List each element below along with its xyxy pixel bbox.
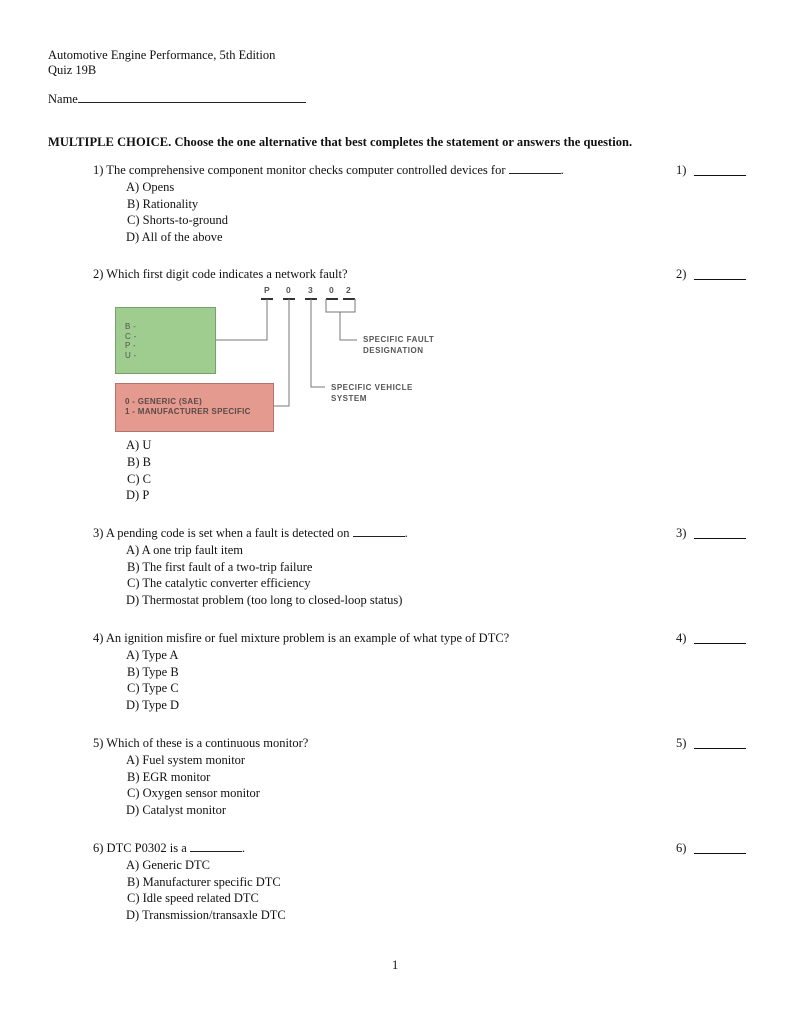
option-b[interactable]: B) B [127,454,151,469]
option-b[interactable]: B) Type B [127,664,179,679]
answer-line[interactable] [694,528,746,539]
question-stem: 2) Which first digit code indicates a network fault? [93,267,348,281]
option-a[interactable]: A) Opens [126,179,175,194]
question-stem: 3) A pending code is set when a fault is detected on [93,526,350,540]
question-stem: 5) Which of these is a continuous monitor? [93,736,309,750]
book-title: Automotive Engine Performance, 5th Edition [48,48,276,62]
question-6: 6) DTC P0302 is a . A) Generic DTC B) Manufacturer specific DTC C) Idle speed related DTC D) Transmission/transaxle DTC [93,841,286,923]
question-1: 1) The comprehensive component monitor checks computer controlled devices for . A) Opens B) Rationality C) Shorts-to-ground D) All of the above [93,163,564,245]
answer-2[interactable]: 2) [676,267,746,282]
option-b[interactable]: B) Manufacturer specific DTC [127,874,281,889]
option-d[interactable]: D) Type D [126,698,180,713]
name-field[interactable] [48,91,306,107]
instructions: MULTIPLE CHOICE. Choose the one alternative that best completes the statement or answers the question. [48,135,633,149]
option-d[interactable]: D) Transmission/transaxle DTC [126,908,286,923]
fill-blank [190,841,242,852]
question-2-options [93,437,151,504]
answer-line[interactable] [694,633,746,644]
answer-line[interactable] [694,843,746,854]
option-b[interactable]: B) The first fault of a two-trip failure [127,559,313,574]
answer-3[interactable]: 3) [676,526,746,541]
name-label: Name [48,92,78,106]
label-specific-system: SPECIFIC VEHICLE SYSTEM [331,383,413,403]
option-c[interactable]: C) C [127,471,151,486]
digit-5: 2 [346,285,351,295]
code-type-box: 0 - GENERIC (SAE) 1 - MANUFACTURER SPECIFIC [115,383,274,432]
option-c[interactable]: C) Oxygen sensor monitor [127,786,260,801]
dtc-structure-diagram [115,285,455,435]
digit-4: 0 [329,285,334,295]
system-letter-box: B - C - P - U - [115,307,216,374]
answer-line[interactable] [694,165,746,176]
question-stem: 1) The comprehensive component monitor checks computer controlled devices for [93,163,506,177]
page-number: 1 [392,958,399,972]
digit-2: 0 [286,285,291,295]
option-c[interactable]: C) Shorts-to-ground [127,213,229,228]
option-d[interactable]: D) All of the above [126,230,223,245]
label-specific-fault: SPECIFIC FAULT DESIGNATION [363,335,435,355]
option-d[interactable]: D) Thermostat problem (too long to closed-loop status) [126,593,403,608]
option-a[interactable]: A) Type A [126,647,179,662]
option-c[interactable]: C) The catalytic converter efficiency [127,576,311,591]
question-5 [93,735,308,819]
option-c[interactable]: C) Idle speed related DTC [127,891,259,906]
question-2 [93,266,348,283]
option-a[interactable]: A) A one trip fault item [126,542,243,557]
answer-5[interactable]: 5) [676,736,746,751]
name-input-line[interactable] [78,91,306,103]
digit-3: 3 [308,285,313,295]
option-a[interactable]: A) Fuel system monitor [126,752,246,767]
option-b[interactable]: B) EGR monitor [127,769,211,784]
answer-6[interactable]: 6) [676,841,746,856]
digit-1: P [264,285,270,295]
question-stem: 4) An ignition misfire or fuel mixture problem is an example of what type of DTC? [93,631,510,645]
fill-blank [353,526,405,537]
option-d[interactable]: D) P [126,488,150,503]
fill-blank [509,163,561,174]
option-b[interactable]: B) Rationality [127,196,199,211]
option-c[interactable]: C) Type C [127,681,179,696]
option-a[interactable]: A) U [126,438,152,452]
answer-line[interactable] [694,738,746,749]
answer-line[interactable] [694,269,746,280]
question-4 [93,630,509,714]
quiz-title: Quiz 19B [48,63,97,77]
option-d[interactable]: D) Catalyst monitor [126,803,226,818]
answer-4[interactable]: 4) [676,631,746,646]
question-3: 3) A pending code is set when a fault is detected on . A) A one trip fault item B) The first fault of a two-trip failure C) The catalytic converter efficiency D) Thermostat problem (too long to closed-loop status) [93,526,408,608]
question-stem: 6) DTC P0302 is a [93,841,187,855]
option-a[interactable]: A) Generic DTC [126,857,210,872]
answer-1[interactable]: 1) [676,163,746,178]
